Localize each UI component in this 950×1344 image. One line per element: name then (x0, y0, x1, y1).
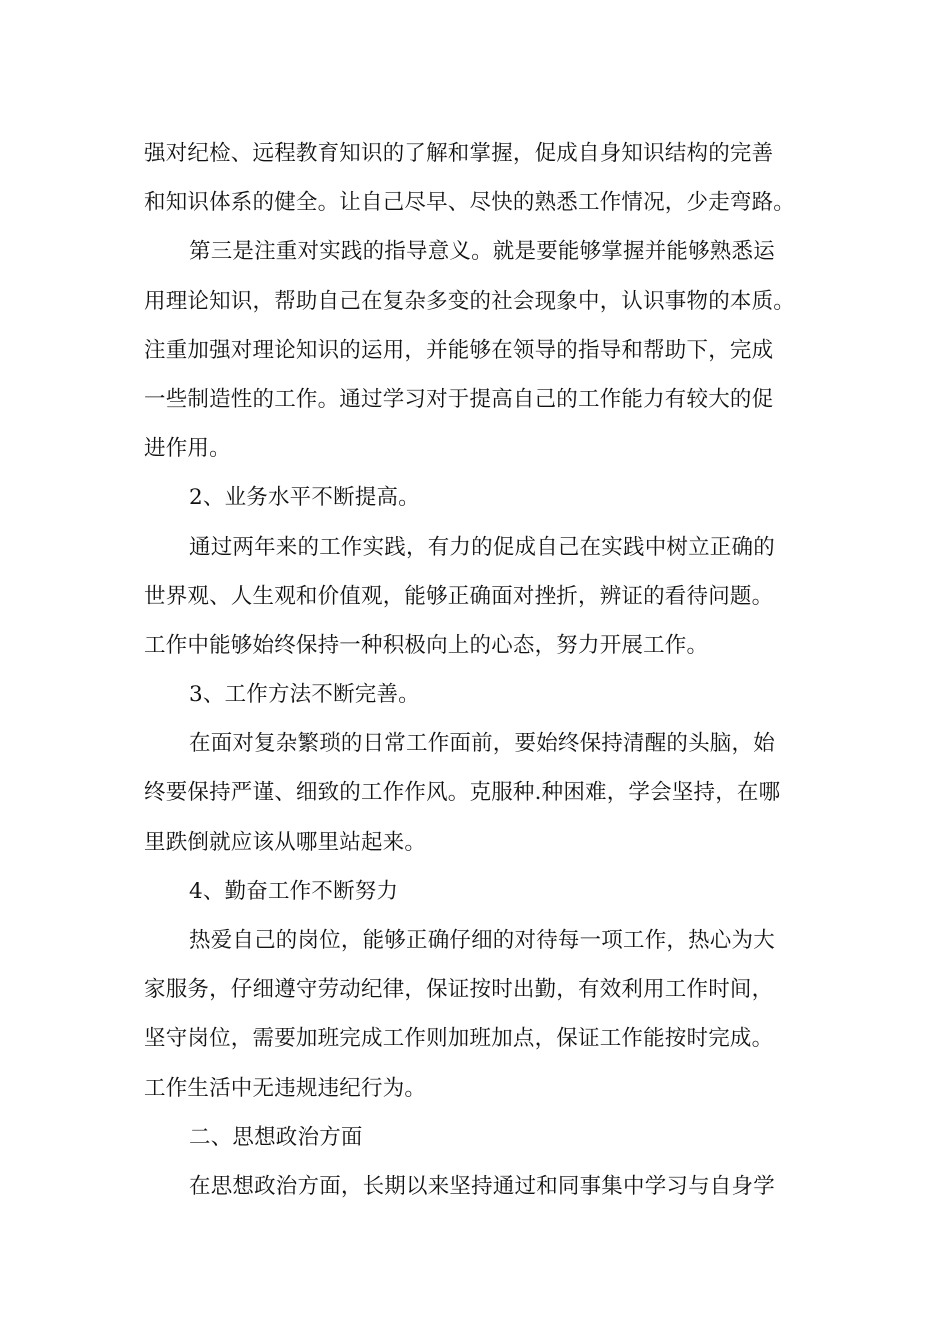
text-line: 工作中能够始终保持一种积极向上的心态，努力开展工作。 (144, 632, 709, 658)
text-line: 终要保持严谨、细致的工作作风。克服种.种困难，学会坚持，在哪 (144, 780, 781, 806)
paragraph-start-line: 在思想政治方面，长期以来坚持通过和同事集中学习与自身学 (189, 1173, 775, 1199)
section-heading: 4、勤奋工作不断努力 (189, 878, 399, 904)
text-line: 和知识体系的健全。让自己尽早、尽快的熟悉工作情况，少走弯路。 (144, 190, 796, 216)
paragraph-start-line: 第三是注重对实践的指导意义。就是要能够掌握并能够熟悉运 (189, 239, 775, 265)
text-line: 坚守岗位，需要加班完成工作则加班加点，保证工作能按时完成。 (144, 1026, 774, 1052)
section-heading: 3、工作方法不断完善。 (189, 682, 420, 708)
text-line: 强对纪检、远程教育知识的了解和掌握，促成自身知识结构的完善 (144, 141, 774, 166)
text-line: 进作用。 (144, 436, 231, 462)
section-heading: 二、思想政治方面 (189, 1124, 363, 1150)
paragraph-start-line: 在面对复杂繁琐的日常工作面前，要始终保持清醒的头脑，始 (189, 731, 775, 757)
section-heading: 2、业务水平不断提高。 (189, 485, 420, 511)
text-line: 世界观、人生观和价值观，能够正确面对挫折，辨证的看待问题。 (144, 583, 774, 609)
text-line: 工作生活中无违规违纪行为。 (144, 1075, 427, 1101)
text-line: 里跌倒就应该从哪里站起来。 (144, 829, 427, 855)
paragraph-start-line: 通过两年来的工作实践，有力的促成自己在实践中树立正确的 (189, 534, 775, 560)
document-body (144, 129, 814, 1211)
paragraph-start-line: 热爱自己的岗位，能够正确仔细的对待每一项工作，热心为大 (189, 928, 775, 953)
text-line: 注重加强对理论知识的运用，并能够在领导的指导和帮助下，完成 (144, 337, 774, 363)
text-line: 家服务，仔细遵守劳动纪律，保证按时出勤，有效利用工作时间， (144, 977, 774, 1003)
text-line: 一些制造性的工作。通过学习对于提高自己的工作能力有较大的促 (144, 386, 774, 412)
text-line: 用理论知识，帮助自己在复杂多变的社会现象中，认识事物的本质。 (144, 288, 796, 314)
